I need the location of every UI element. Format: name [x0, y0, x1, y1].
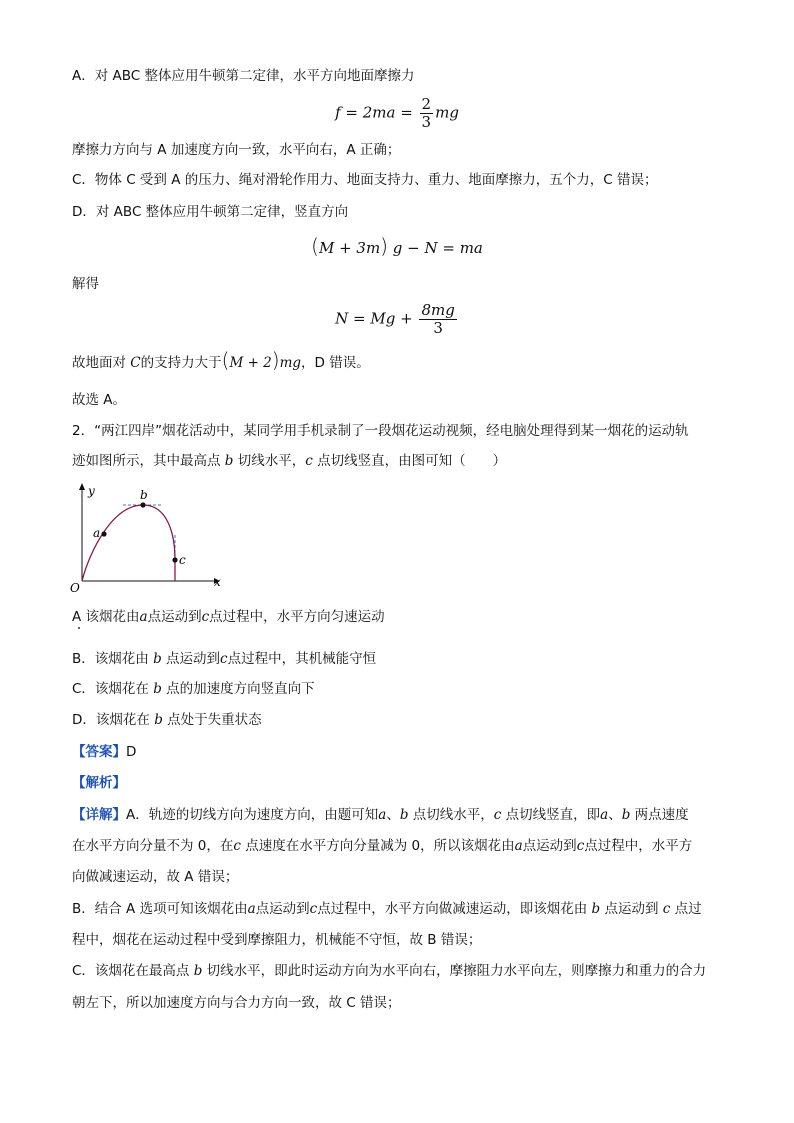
eq-rhs: mg: [435, 103, 459, 122]
option-b[interactable]: B．该烟花由 b 点运动到c点过程中，其机械能守恒: [72, 651, 377, 667]
option-c[interactable]: C．该烟花在 b 点的加速度方向竖直向下: [72, 681, 315, 697]
q2-stem-line1: 2．“两江四岸”烟花活动中，某同学用手机录制了一段烟花运动视频，经电脑处理得到某一烟花的运动轨: [72, 423, 689, 439]
detail-line-3: 向做减速运动，故 A 错误；: [72, 869, 239, 885]
point-a: [101, 531, 106, 536]
option-d[interactable]: D．该烟花在 b 点处于失重状态: [72, 712, 262, 728]
analysis-heading: 【解析】: [72, 775, 126, 791]
point-b: [140, 502, 145, 507]
choice-line: 故选 A。: [72, 392, 127, 408]
stray-dot: [78, 627, 80, 629]
option-c-analysis-line: C．物体 C 受到 A 的压力、绳对滑轮作用力、地面支持力、重力、地面摩擦力，五个力，C 错误；: [72, 172, 658, 188]
answer-value: D: [126, 744, 137, 760]
frac-den: 3: [421, 113, 432, 131]
friction-equation: [0, 96, 794, 131]
eq2-inner: M + 3m: [318, 239, 381, 257]
y-label: y: [88, 484, 95, 498]
frac-num: 2: [421, 95, 432, 113]
point-c-label: c: [179, 553, 186, 567]
option-d-analysis-line: D．对 ABC 整体应用牛顿第二定律，竖直方向: [72, 204, 349, 220]
detail-line-7: 朝左下，所以加速度方向与合力方向一致，故 C 错误；: [72, 995, 401, 1011]
paren-open: (: [311, 234, 319, 258]
normal-force-equation: [0, 302, 794, 337]
fraction-8mg-3: [419, 302, 456, 337]
q2-stem-line2: 迹如图所示，其中最高点 b 切线水平，c 点切线竖直，由图可知（ ）: [72, 453, 507, 469]
detail-line-2: 在水平方向分量不为 0，在c 点速度在水平方向分量减为 0，所以该烟花由a点运动到c点过程中，水平方: [72, 838, 693, 854]
detail-line-5: 程中，烟花在运动过程中受到摩擦阻力，机械能不守恒，故 B 错误；: [72, 932, 482, 948]
y-axis-arrow: [79, 483, 85, 490]
fraction-two-thirds: [420, 96, 434, 131]
detail-line-6: C．该烟花在最高点 b 切线水平，即此时运动方向为水平向右，摩擦阻力水平向左，则摩擦力和重力的合力: [72, 963, 707, 979]
point-a-label: a: [93, 526, 101, 540]
solve-label: 解得: [72, 276, 99, 292]
detail-line-4: B．结合 A 选项可知该烟花由a点运动到c点过程中，水平方向做减速运动，即该烟花由 b 点运动到 c 点过: [72, 901, 702, 917]
friction-direction-line: 摩擦力方向与 A 加速度方向一致，水平向右，A 正确；: [72, 142, 401, 158]
frac-num: 8mg: [421, 301, 455, 319]
frac-den: 3: [433, 319, 443, 337]
answer-line: [72, 742, 136, 762]
trajectory-curve: [82, 505, 175, 581]
answer-tag: 【答案】: [72, 744, 126, 760]
eq3-lhs: N = Mg +: [335, 309, 413, 328]
trajectory-figure: [68, 480, 228, 595]
option-a[interactable]: A 该烟花由a点运动到c点过程中，水平方向匀速运动: [72, 609, 385, 625]
vertical-equation: [0, 234, 794, 258]
support-force-conclusion: 故地面对 C的支持力大于(M + 2)mg，D 错误。: [72, 348, 370, 372]
eq2-rest: g − N = ma: [392, 239, 483, 257]
point-c: [172, 557, 177, 562]
paren-close: ): [380, 234, 388, 258]
x-label: x: [214, 575, 221, 589]
point-b-label: b: [140, 488, 148, 502]
origin-label: O: [70, 581, 80, 595]
option-a-analysis-line: A．对 ABC 整体应用牛顿第二定律，水平方向地面摩擦力: [72, 68, 415, 84]
eq-lhs: f = 2ma =: [335, 103, 413, 122]
detail-line-1: 【详解】A．轨迹的切线方向为速度方向，由题可知a、b 点切线水平，c 点切线竖直，即a、b 两点速度: [72, 807, 689, 823]
